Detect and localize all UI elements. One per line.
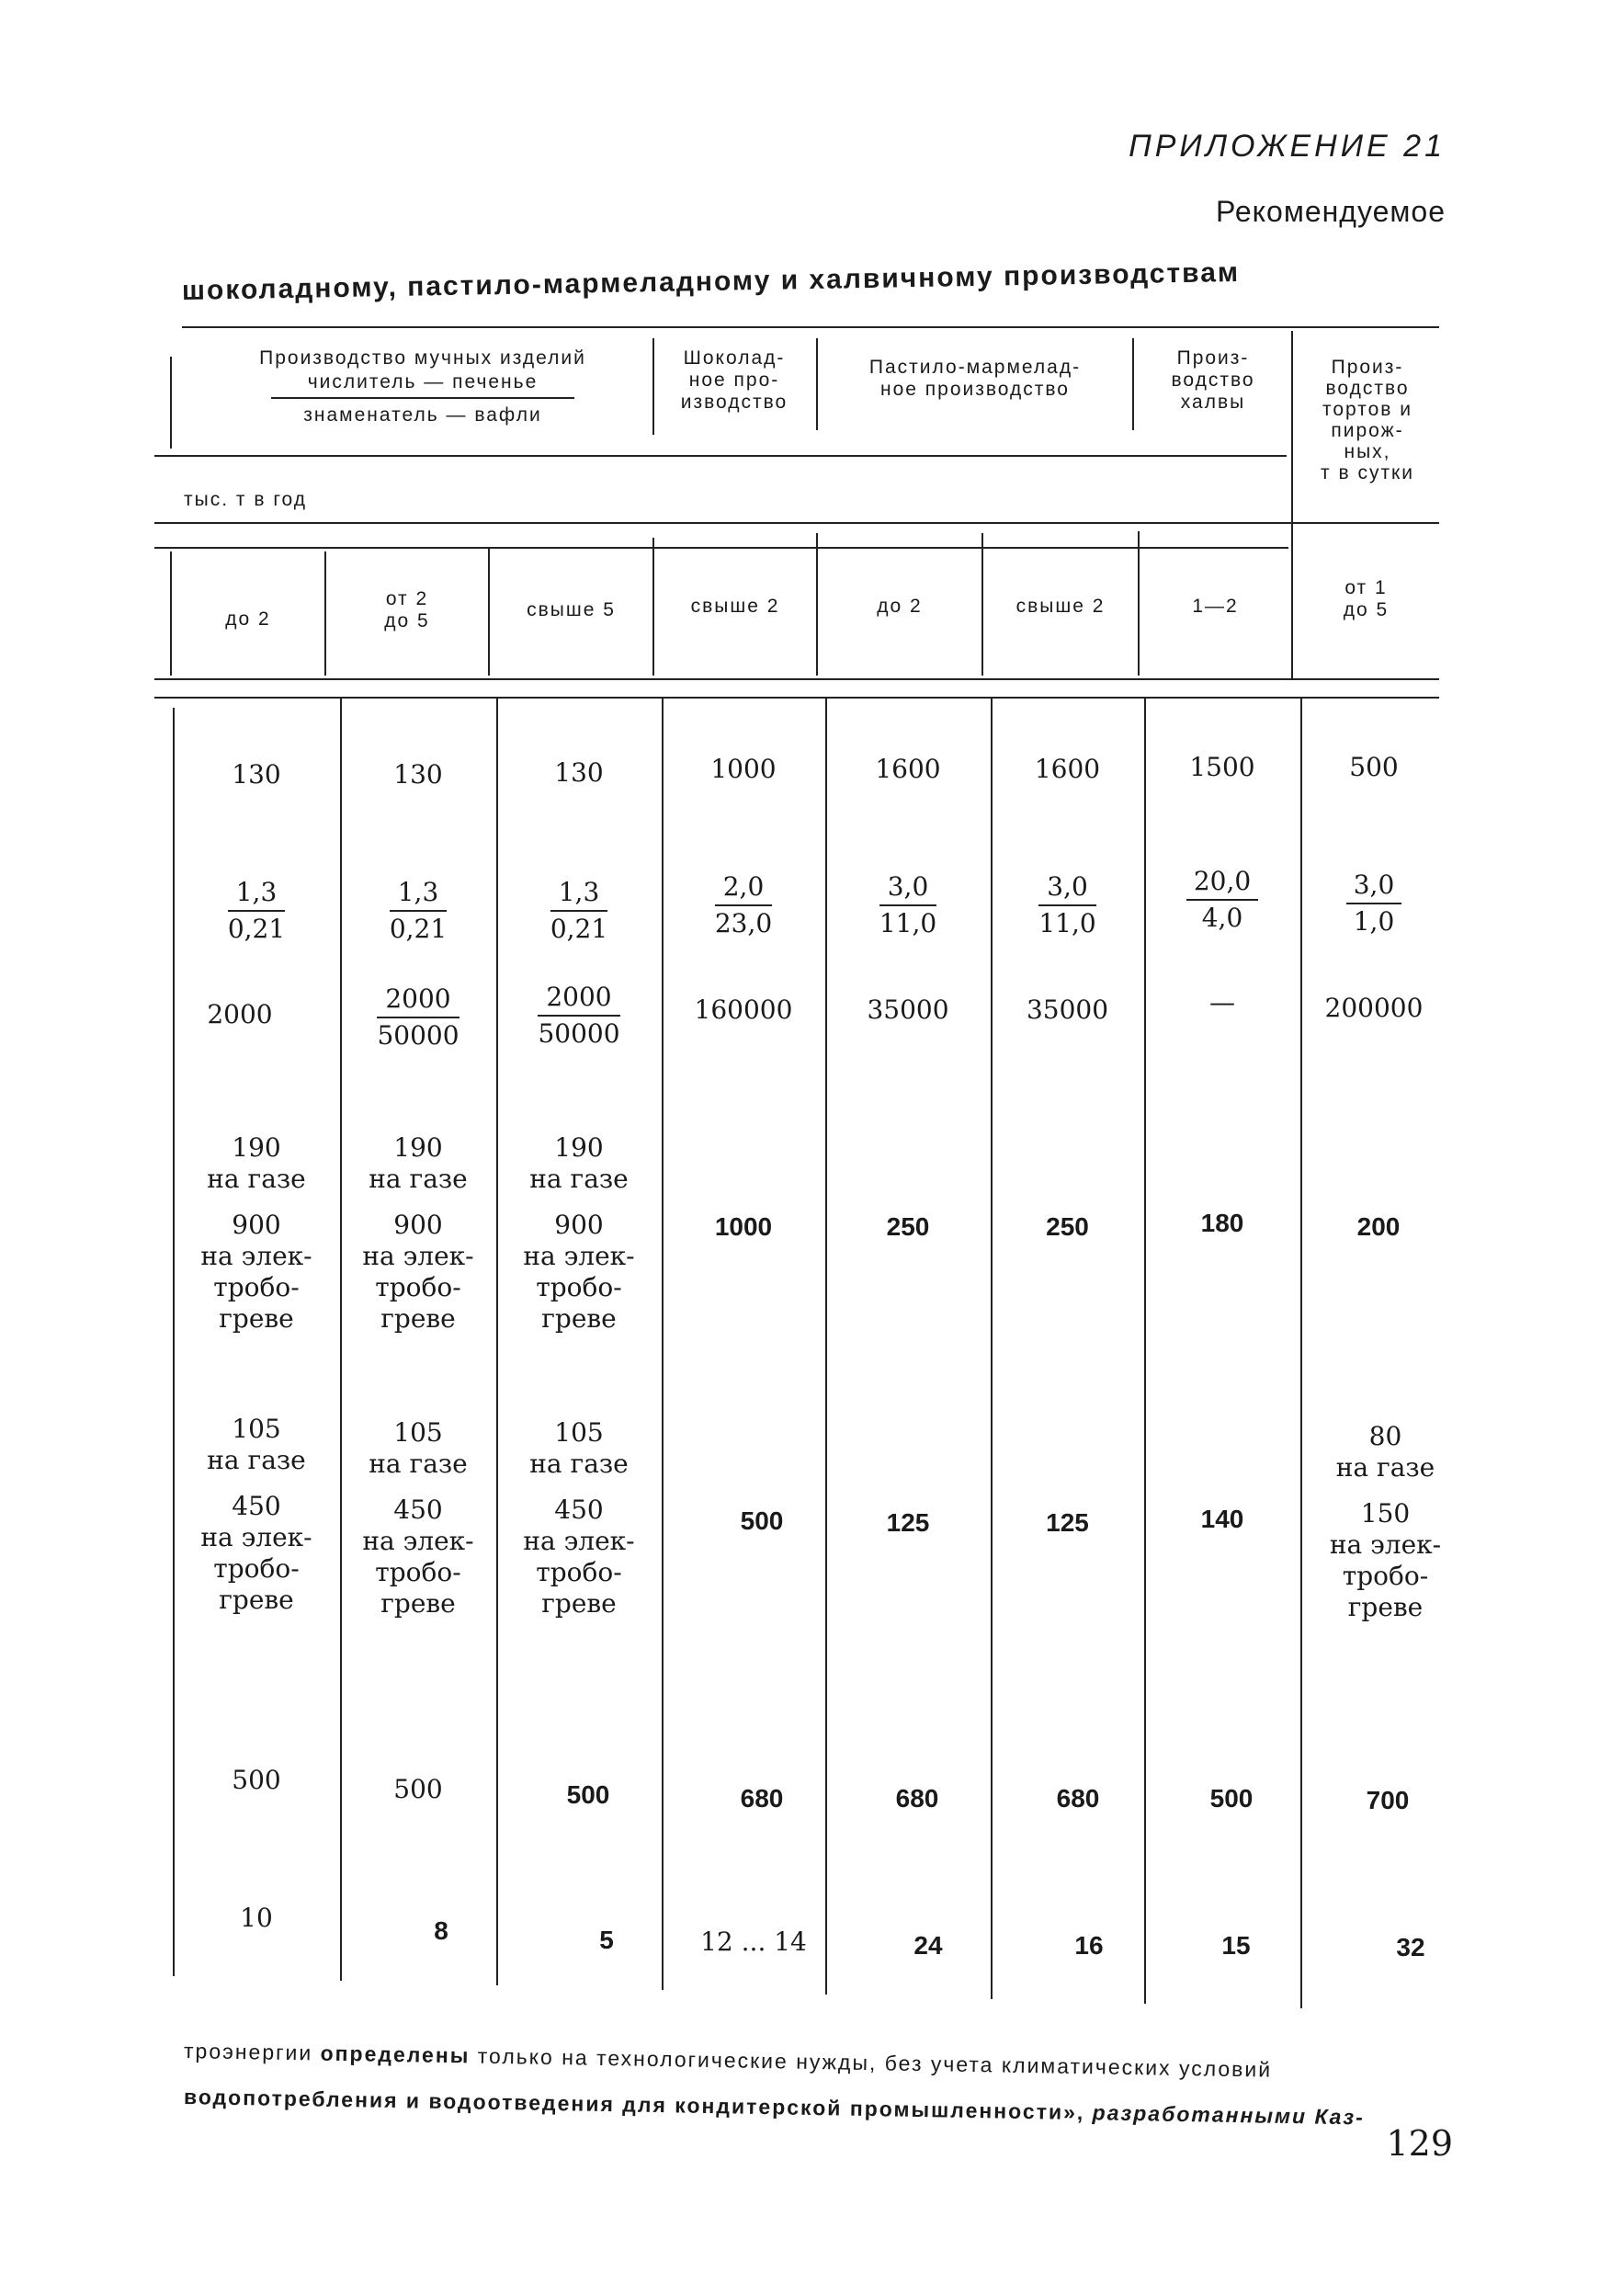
capacity-text: свыше 2: [690, 596, 780, 617]
fraction-numerator: 2,0: [715, 870, 772, 906]
table-cell: 500: [740, 1506, 784, 1535]
header-unit: тыс. т в год: [184, 489, 307, 510]
footnote-text: только на технологические нужды, без учета климатических условий: [477, 2043, 1273, 2082]
fraction-cell: [825, 870, 991, 941]
header-cakes-line: т в сутки: [1321, 462, 1414, 483]
capacity-cell: [326, 588, 488, 632]
table-rule-top: [182, 326, 1439, 328]
header-cakes-line: ных,: [1344, 441, 1391, 462]
cell-line: 900: [554, 1210, 604, 1240]
table-rule-header-mid: [154, 455, 1287, 457]
table-cell: [340, 1132, 496, 1335]
cell-line: греве: [541, 1588, 617, 1619]
capacity-cell: [654, 596, 816, 618]
table-cell: 16: [1074, 1931, 1104, 1960]
fraction-denominator: 11,0: [879, 908, 937, 938]
footnote-text: разработанными Каз-: [1092, 2100, 1366, 2130]
capacity-text: до 2: [225, 608, 271, 630]
recommended-label: Рекомендуемое: [1215, 195, 1446, 228]
cell-line: тробо-: [536, 1272, 622, 1302]
capacity-text: свыше 2: [1015, 596, 1106, 617]
capacity-text: 1—2: [1192, 596, 1239, 617]
table-cell: 15: [1221, 1931, 1251, 1960]
cell-line: на элек-: [523, 1241, 635, 1271]
table-cell: [1300, 1421, 1470, 1623]
table-cell: —: [1209, 987, 1235, 1017]
header-cakes-line: Произ-: [1331, 357, 1404, 378]
cell-line: на газе: [529, 1164, 629, 1194]
table-cell: 700: [1366, 1786, 1410, 1814]
cell-line: 80: [1368, 1421, 1402, 1451]
header-halva-line: Произ-: [1176, 347, 1250, 369]
fraction-cell: [340, 875, 496, 947]
table-cell: 1600: [1034, 754, 1101, 784]
header-flour: [207, 347, 639, 426]
table-cell: 500: [393, 1774, 443, 1804]
fraction-cell: [1144, 864, 1300, 936]
fraction-denominator: 23,0: [714, 908, 773, 938]
cell-line: 105: [554, 1417, 604, 1448]
table-cell: 130: [393, 759, 443, 790]
cell-line: 190: [554, 1132, 604, 1163]
footnote-line-1: [184, 2039, 1273, 2083]
table-cell: 125: [886, 1508, 930, 1537]
table-rule-left-header: [170, 357, 172, 449]
cell-line: греве: [541, 1303, 617, 1334]
capacity-text: свыше 5: [527, 599, 616, 620]
fraction-denominator: 1,0: [1353, 906, 1395, 937]
capacity-cell: [1140, 596, 1291, 618]
capacity-text: до 5: [1343, 599, 1390, 620]
table-cell: 1000: [714, 1212, 773, 1241]
cell-line: 450: [232, 1491, 281, 1521]
header-chocolate: [654, 347, 814, 414]
fraction-numerator: 3,0: [1346, 868, 1402, 904]
cell-line: тробо-: [1342, 1561, 1429, 1591]
table-cell: 130: [554, 757, 604, 788]
capacity-cell: [172, 608, 324, 631]
fraction-denominator: 11,0: [1038, 908, 1096, 938]
fraction-cell: [496, 980, 662, 1051]
table-cell: 200: [1356, 1212, 1401, 1241]
table-cell: 2000: [207, 999, 273, 1029]
header-cakes-line: водство: [1325, 378, 1410, 399]
fraction-numerator: 2000: [377, 982, 459, 1018]
cell-line: тробо-: [375, 1557, 461, 1587]
fraction-cell: [991, 870, 1144, 941]
capacity-text: от 2: [385, 588, 429, 609]
fraction-numerator: 1,3: [228, 875, 285, 912]
header-flour-title: Производство мучных изделий: [259, 347, 586, 369]
table-cell: [340, 1417, 496, 1620]
cell-line: на газе: [207, 1445, 306, 1475]
table-cell: [173, 1414, 340, 1616]
cell-line: на газе: [369, 1449, 468, 1479]
cell-line: на газе: [207, 1164, 306, 1194]
table-cell: 1000: [710, 754, 777, 784]
table-rule-v-cakes: [1291, 331, 1293, 680]
table-cell: 160000: [694, 995, 793, 1025]
fraction-denominator: 50000: [538, 1018, 620, 1049]
footnote-text: определены: [320, 2040, 471, 2068]
table-cell: 125: [1046, 1508, 1089, 1537]
table-rule-unit: [154, 522, 1439, 524]
table-cell: 500: [232, 1765, 281, 1795]
cell-line: 190: [232, 1132, 281, 1163]
table-cell: [496, 1417, 662, 1620]
table-cell: 35000: [867, 995, 949, 1025]
table-cell: 250: [886, 1212, 930, 1241]
fraction-denominator: 0,21: [389, 914, 448, 944]
cell-line: на элек-: [523, 1526, 635, 1556]
table-cell: 180: [1200, 1209, 1244, 1237]
table-cell: 140: [1200, 1505, 1244, 1533]
header-cakes: [1296, 357, 1439, 483]
footnote-line-2: [184, 2085, 1365, 2130]
table-cell: 24: [913, 1931, 943, 1960]
fraction-denominator: 4,0: [1201, 903, 1243, 933]
capacity-cell: [490, 599, 652, 621]
fraction-denominator: 0,21: [227, 914, 286, 944]
cell-line: 900: [232, 1210, 281, 1240]
cell-line: на элек-: [362, 1526, 474, 1556]
cell-line: греве: [219, 1585, 294, 1615]
table-rule-capacity-bottom: [154, 678, 1439, 680]
header-halva-line: халвы: [1180, 392, 1246, 413]
table-rule-capacity-top: [154, 547, 1288, 549]
fraction-numerator: 3,0: [879, 870, 936, 906]
table-cell: 5: [599, 1926, 614, 1954]
capacity-text: до 2: [877, 596, 923, 617]
fraction-cell: [662, 870, 825, 941]
cell-line: 450: [554, 1495, 604, 1525]
fraction-numerator: 1,3: [390, 875, 447, 912]
table-cell: 680: [1056, 1784, 1100, 1813]
header-halva-line: водство: [1171, 369, 1255, 391]
table-cell: 1600: [875, 754, 941, 784]
cell-line: на элек-: [1329, 1529, 1442, 1560]
cell-line: 190: [393, 1132, 443, 1163]
cell-line: на элек-: [200, 1241, 312, 1271]
capacity-text: до 5: [384, 610, 430, 631]
table-title: шоколадному, пастило-мармеладному и халвичному производствам: [181, 256, 1241, 306]
table-cell: 8: [434, 1916, 448, 1945]
table-cell: 500: [1349, 752, 1399, 782]
cell-line: греве: [380, 1303, 456, 1334]
cell-line: греве: [1347, 1592, 1424, 1622]
cell-line: на газе: [369, 1164, 468, 1194]
header-pastila: [820, 357, 1130, 401]
cell-line: тробо-: [213, 1272, 300, 1302]
capacity-cell: [818, 596, 981, 618]
fraction-numerator: 20,0: [1186, 864, 1258, 901]
table-cell: 500: [566, 1780, 610, 1809]
footnote-text: троэнергии: [183, 2039, 313, 2065]
fraction-cell: [1300, 868, 1447, 939]
footnote-text: водопотребления и водоотведения для кондитерской промышленности»,: [183, 2085, 1085, 2125]
fraction-numerator: 1,3: [550, 875, 607, 912]
table-cell: 250: [1046, 1212, 1089, 1241]
header-chocolate-line: изводство: [680, 392, 788, 413]
table-cell: 680: [895, 1784, 939, 1813]
table-cell: 1500: [1189, 752, 1255, 782]
cell-line: греве: [219, 1303, 294, 1334]
cell-line: греве: [380, 1588, 456, 1619]
capacity-cell: [983, 596, 1138, 618]
header-pastila-line: ное производство: [880, 379, 1070, 400]
capacity-text: от 1: [1344, 577, 1388, 598]
table-cell: 10: [240, 1903, 273, 1933]
cell-line: 105: [393, 1417, 443, 1448]
cell-line: 900: [393, 1210, 443, 1240]
cell-line: 150: [1360, 1498, 1411, 1529]
cell-line: тробо-: [375, 1272, 461, 1302]
header-cakes-line: тортов и: [1322, 399, 1413, 420]
cell-line: тробо-: [536, 1557, 622, 1587]
header-chocolate-line: ное про-: [688, 369, 780, 391]
table-cell: 130: [232, 759, 281, 790]
fraction-numerator: 3,0: [1038, 870, 1095, 906]
capacity-cell: [1293, 577, 1439, 621]
cell-line: 105: [232, 1414, 281, 1444]
table-rule-v-header-3: [1132, 338, 1134, 430]
fraction-denominator: 0,21: [550, 914, 608, 944]
header-chocolate-line: Шоколад-: [683, 347, 786, 369]
header-flour-numerator: числитель — печенье: [307, 371, 539, 392]
header-flour-denominator: знаменатель — вафли: [303, 404, 542, 426]
table-rule-body-top: [154, 697, 1439, 699]
cell-line: 450: [393, 1495, 443, 1525]
table-cell: 32: [1396, 1933, 1425, 1961]
fraction-cell: [173, 875, 340, 947]
fraction-numerator: 2000: [538, 980, 619, 1017]
page-number: 129: [1386, 2123, 1453, 2164]
table-rule-v-header-2: [816, 338, 818, 430]
appendix-label: ПРИЛОЖЕНИЕ 21: [1129, 129, 1446, 164]
cell-line: на элек-: [362, 1241, 474, 1271]
cell-line: тробо-: [213, 1553, 300, 1584]
table-cell: [496, 1132, 662, 1335]
fraction-denominator: 50000: [377, 1020, 459, 1051]
cell-line: на элек-: [200, 1522, 312, 1552]
header-flour-fraction-rule: [271, 397, 574, 399]
table-cell: 500: [1209, 1784, 1254, 1813]
table-cell: [173, 1132, 340, 1335]
header-cakes-line: пирож-: [1331, 420, 1404, 441]
cell-line: на газе: [529, 1449, 629, 1479]
fraction-cell: [340, 982, 496, 1053]
cell-line: на газе: [1335, 1452, 1435, 1483]
table-cell: 680: [740, 1784, 784, 1813]
header-halva: [1136, 347, 1290, 414]
table-cell: 200000: [1324, 993, 1424, 1023]
fraction-cell: [496, 875, 662, 947]
header-pastila-line: Пастило-мармелад-: [868, 357, 1082, 378]
table-cell: 12 ... 14: [700, 1927, 807, 1957]
table-cell: 35000: [1026, 995, 1109, 1025]
